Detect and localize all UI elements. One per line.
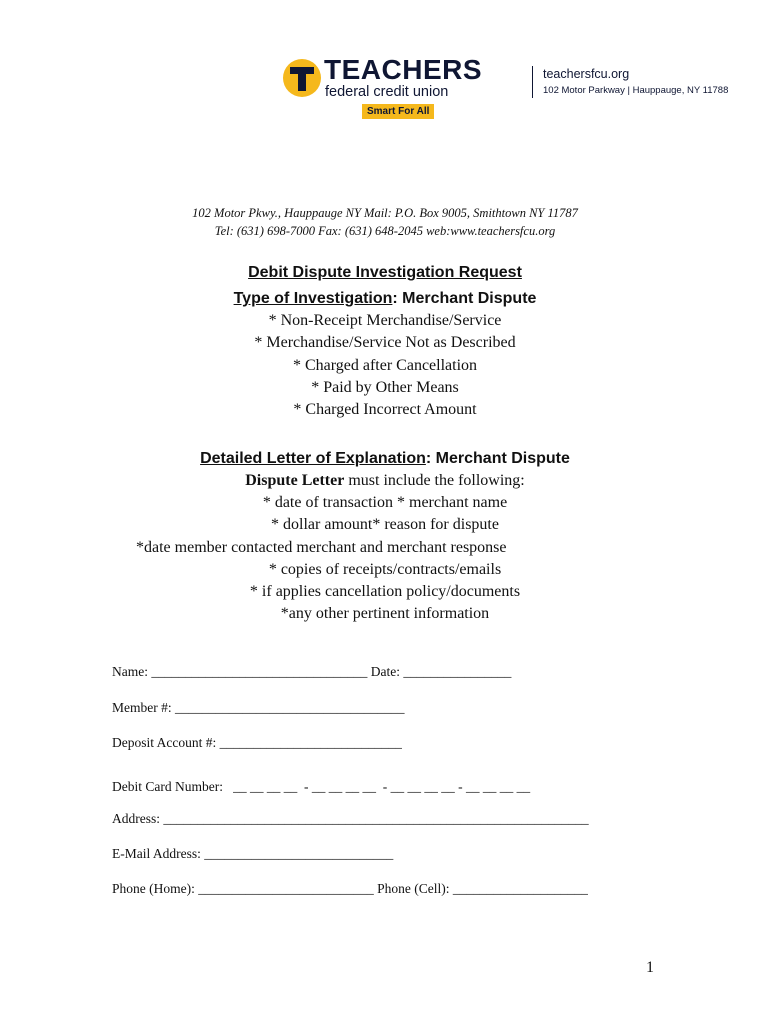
page-title bbox=[0, 264, 770, 282]
page-title-text: Debit Dispute Investigation Request bbox=[248, 264, 522, 281]
contact-line-phone: Tel: (631) 698-7000 Fax: (631) 648-2045 web:www.teachersfcu.org bbox=[214, 224, 556, 238]
explanation-heading bbox=[0, 450, 770, 468]
explanation-value: : Merchant Dispute bbox=[425, 450, 570, 467]
investigation-item: * Merchandise/Service Not as Described bbox=[254, 334, 516, 351]
debit-card-number-field[interactable]: Debit Card Number: __ __ __ __ - __ __ __ __ - __ __ __ __ - __ __ __ __ bbox=[112, 779, 531, 794]
teachers-fcu-logo bbox=[282, 55, 482, 121]
brand-name: TEACHERS bbox=[324, 54, 483, 85]
explanation-line: *any other pertinent information bbox=[280, 605, 490, 622]
header-address: 102 Motor Parkway | Hauppauge, NY 11788 bbox=[543, 85, 729, 96]
investigation-type-heading bbox=[0, 290, 770, 308]
investigation-item: * Non-Receipt Merchandise/Service bbox=[268, 312, 502, 329]
explanation-line: * dollar amount* reason for dispute bbox=[271, 516, 499, 533]
explanation-label: Detailed Letter of Explanation bbox=[200, 450, 426, 467]
brand-tagline: Smart For All bbox=[362, 104, 434, 119]
dispute-letter-bold: Dispute Letter bbox=[245, 472, 345, 489]
brand-subtitle: federal credit union bbox=[325, 84, 449, 100]
investigation-type-value: : Merchant Dispute bbox=[392, 290, 537, 307]
phone-field[interactable]: Phone (Home): __________________________ Phone (Cell): ____________________ bbox=[112, 881, 588, 896]
explanation-line: * if applies cancellation policy/documents bbox=[249, 583, 521, 600]
investigation-type-label: Type of Investigation bbox=[233, 290, 393, 307]
header-contact bbox=[532, 66, 728, 98]
explanation-line: * date of transaction * merchant name bbox=[262, 494, 508, 511]
dispute-letter-rest: must include the following: bbox=[344, 472, 525, 489]
name-date-field[interactable]: Name: ________________________________ Date: ________________ bbox=[112, 664, 512, 679]
member-number-field[interactable]: Member #: __________________________________ bbox=[112, 700, 405, 715]
explanation-line: *date member contacted merchant and merchant response bbox=[136, 539, 507, 556]
address-field[interactable]: Address: _______________________________________________________________ bbox=[112, 811, 589, 826]
investigation-item: * Paid by Other Means bbox=[311, 379, 459, 396]
investigation-item: * Charged after Cancellation bbox=[292, 357, 478, 374]
explanation-line: * copies of receipts/contracts/emails bbox=[268, 561, 502, 578]
investigation-item: * Charged Incorrect Amount bbox=[293, 401, 477, 418]
dispute-letter-intro bbox=[0, 472, 770, 490]
header-website[interactable]: teachersfcu.org bbox=[543, 67, 630, 81]
page-number: 1 bbox=[646, 959, 654, 976]
contact-line-address: 102 Motor Pkwy., Hauppauge NY Mail: P.O. Box 9005, Smithtown NY 11787 bbox=[192, 206, 578, 220]
email-address-field[interactable]: E-Mail Address: ____________________________ bbox=[112, 846, 394, 861]
deposit-account-field[interactable]: Deposit Account #: ___________________________ bbox=[112, 735, 402, 750]
teachers-logo-mark-icon bbox=[282, 58, 322, 98]
